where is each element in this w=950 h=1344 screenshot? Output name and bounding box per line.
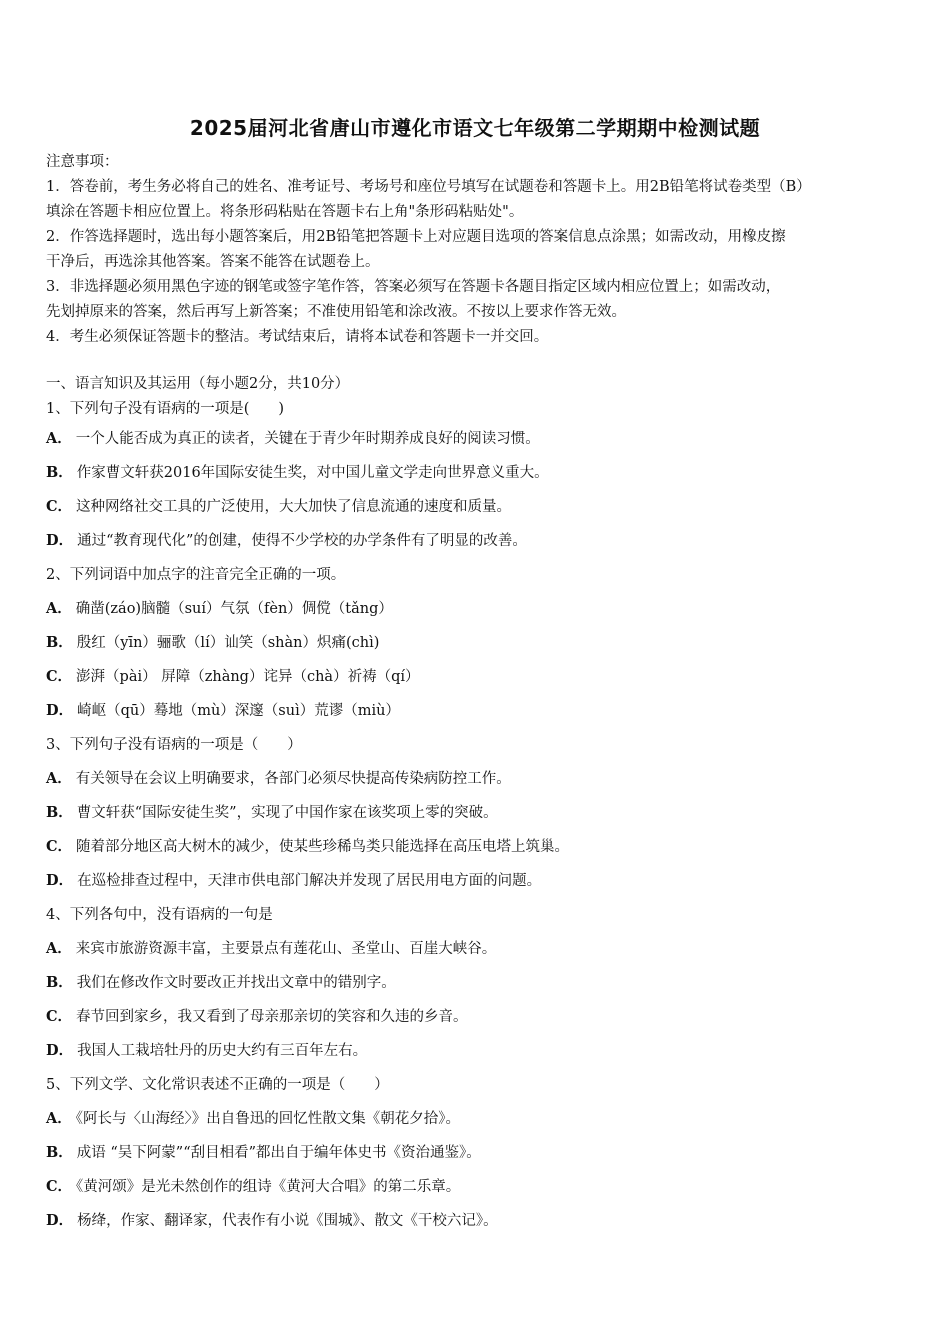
option-text: 有关领导在会议上明确要求，各部门必须尽快提高传染病防控工作。 (75, 771, 511, 787)
option-text: 春节回到家乡，我又看到了母亲那亲切的笑容和久违的乡音。 (76, 1009, 468, 1025)
question-stem: 1、下列句子没有语病的一项是( ) (46, 401, 285, 417)
question-stem: 2、下列词语中加点字的注音完全正确的一项。 (46, 567, 346, 583)
option (46, 762, 908, 796)
option-text: 《黄河颂》是光未然创作的组诗《黄河大合唱》的第二乐章。 (76, 1179, 461, 1195)
option-letter: B． (46, 634, 73, 651)
section-language (46, 372, 908, 1238)
option-letter: A． (46, 940, 72, 957)
option (46, 1170, 908, 1204)
option (46, 626, 908, 660)
option-text: 曹文轩获“国际安徒生奖”，实现了中国作家在该奖项上零的突破。 (76, 805, 498, 821)
option (46, 1102, 908, 1136)
notes-block (46, 150, 908, 350)
option-text: 澎湃（pài） 屏障（zhàng）诧异（chà）祈祷（qí） (76, 669, 420, 685)
option-text: 《阿长与〈山海经〉》出自鲁迅的回忆性散文集《朝花夕拾》。 (75, 1111, 461, 1127)
question-stem: 5、下列文学、文化常识表述不正确的一项是（ ） (46, 1077, 389, 1093)
option-text: 在巡检排查过程中，天津市供电部门解决并发现了居民用电方面的问题。 (77, 873, 542, 889)
option-letter: D． (46, 1212, 74, 1229)
option-letter: A． (46, 430, 72, 447)
option-text: 成语 “吴下阿蒙”“刮目相看”都出自于编年体史书《资治通鉴》。 (76, 1145, 481, 1161)
option-letter: C． (46, 838, 73, 855)
notes-line: 4．考生必须保证答题卡的整洁。考试结束后，请将本试卷和答题卡一并交回。 (46, 329, 549, 345)
option (46, 830, 908, 864)
option (46, 592, 908, 626)
option (46, 932, 908, 966)
option-letter: C． (46, 1008, 73, 1025)
option-text: 殷红（yīn）骊歌（lí）讪笑（shàn）炽痛(chì) (76, 635, 380, 651)
option-text: 随着部分地区高大树木的减少，使某些珍稀鸟类只能选择在高压电塔上筑巢。 (76, 839, 570, 855)
section-title: 一、语言知识及其运用（每小题2分，共10分） (46, 376, 350, 392)
option (46, 490, 908, 524)
option-text: 一个人能否成为真正的读者，关键在于青少年时期养成良好的阅读习惯。 (75, 431, 540, 447)
notes-line: 3．非选择题必须用黑色字迹的钢笔或签字笔作答，答案必须写在答题卡各题目指定区域内相应位置上；如需改动， (46, 279, 781, 295)
option (46, 422, 908, 456)
option-text: 这种网络社交工具的广泛使用，大大加快了信息流通的速度和质量。 (76, 499, 512, 515)
notes-line: 先划掉原来的答案，然后再写上新答案；不准使用铅笔和涂改液。不按以上要求作答无效。 (46, 304, 626, 320)
notes-line: 干净后，再选涂其他答案。答案不能答在试题卷上。 (46, 254, 380, 270)
option-letter: B． (46, 974, 73, 991)
option (46, 966, 908, 1000)
option-text: 确凿(záo)脑髓（suí）气氛（fèn）倜傥（tǎng） (75, 601, 393, 617)
option (46, 796, 908, 830)
option-letter: B． (46, 804, 73, 821)
option-letter: A． (46, 600, 72, 617)
option-letter: D． (46, 872, 74, 889)
option-text: 我们在修改作文时要改正并找出文章中的错别字。 (76, 975, 396, 991)
notes-heading: 注意事项： (46, 154, 119, 170)
option (46, 524, 908, 558)
option-letter: A． (46, 1110, 72, 1127)
option-letter: D． (46, 702, 74, 719)
option-letter: C． (46, 1178, 73, 1195)
option-letter: B． (46, 1144, 73, 1161)
page-title: 2025届河北省唐山市遵化市语文七年级第二学期期中检测试题 (189, 116, 761, 140)
option (46, 694, 908, 728)
question-stem: 4、下列各句中，没有语病的一句是 (46, 907, 273, 923)
option-text: 我国人工栽培牡丹的历史大约有三百年左右。 (77, 1043, 368, 1059)
option-text: 杨绛，作家、翻译家，代表作有小说《围城》、散文《干校六记》。 (77, 1213, 498, 1229)
option (46, 660, 908, 694)
option-letter: A． (46, 770, 72, 787)
question-stem: 3、下列句子没有语病的一项是（ ） (46, 737, 302, 753)
option (46, 864, 908, 898)
option (46, 456, 908, 490)
option-letter: B． (46, 464, 73, 481)
option (46, 1034, 908, 1068)
notes-line: 2．作答选择题时，选出每小题答案后，用2B铅笔把答题卡上对应题目选项的答案信息点涂黑；如需改动，用橡皮擦 (46, 229, 786, 245)
option-text: 崎岖（qū）蓦地（mù）深邃（suì）荒谬（miù） (77, 703, 400, 719)
option-text: 通过“教育现代化”的创建，使得不少学校的办学条件有了明显的改善。 (77, 533, 527, 549)
option (46, 1136, 908, 1170)
option (46, 1000, 908, 1034)
notes-line: 1．答卷前，考生务必将自己的姓名、准考证号、考场号和座位号填写在试题卷和答题卡上。用2B铅笔将试卷类型（B） (46, 179, 811, 195)
option-text: 作家曹文轩获2016年国际安徒生奖，对中国儿童文学走向世界意义重大。 (76, 465, 549, 481)
option-letter: D． (46, 532, 74, 549)
option-letter: C． (46, 668, 73, 685)
option-letter: D． (46, 1042, 74, 1059)
option-letter: C． (46, 498, 73, 515)
option (46, 1204, 908, 1238)
option-text: 来宾市旅游资源丰富，主要景点有莲花山、圣堂山、百崖大峡谷。 (75, 941, 497, 957)
notes-line: 填涂在答题卡相应位置上。将条形码粘贴在答题卡右上角"条形码粘贴处"。 (46, 204, 524, 220)
